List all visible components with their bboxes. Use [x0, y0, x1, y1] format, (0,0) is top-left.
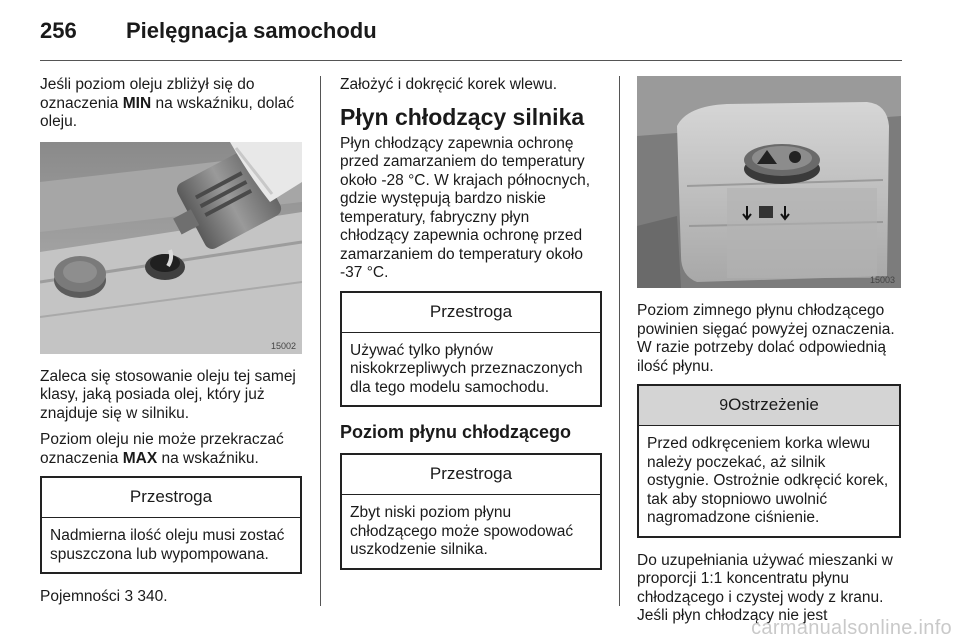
coolant-heading: Płyn chłodzący silnika [340, 103, 585, 130]
warning-triangle-icon: 9 [719, 397, 729, 414]
oil-max-paragraph: Poziom oleju nie może przekraczać oznaczenia MAX na wskaźniku. [40, 431, 284, 467]
warning-text: Przed odkręceniem korka wlewu należy poczekać, aż silnik ostygnie. Ostrożnie odkręcić korek, tak aby stopniowo uwolnić nagromadzone ciśnienie. [647, 435, 889, 526]
caution-box-antifreeze [340, 291, 602, 408]
caution-box-coolant-level [340, 453, 602, 570]
cap-paragraph: Założyć i dokręcić korek wlewu. [340, 76, 558, 93]
warning-header [639, 386, 899, 426]
column-divider-1 [320, 76, 321, 606]
caution-text: Używać tylko płynów niskokrzepliwych przeznaczonych dla tego modelu samochodu. [350, 341, 583, 396]
capacity-reference: Pojemności 3 340. [40, 588, 168, 605]
column-3 [637, 76, 901, 634]
column-2 [340, 76, 602, 584]
oil-min-paragraph: Jeśli poziom oleju zbliżył się do oznaczenia MIN na wskaźniku, dolać oleju. [40, 76, 295, 130]
warning-title: Ostrzeżenie [728, 395, 819, 414]
caution-title: Przestroga [342, 455, 600, 495]
column-divider-2 [619, 76, 620, 606]
caution-text: Zbyt niski poziom płynu chłodzącego może spowodować uszkodzenie silnika. [350, 504, 574, 558]
caution-title: Przestroga [342, 293, 600, 333]
header-divider [40, 60, 902, 61]
image-code: 15003 [869, 275, 895, 285]
image-code: 15002 [270, 340, 296, 351]
warning-box [637, 384, 901, 538]
page-number: 256 [40, 18, 77, 43]
coolant-level-heading: Poziom płynu chłodzącego [340, 422, 572, 442]
coolant-reservoir-image [637, 76, 901, 288]
max-mark: MAX [122, 449, 158, 467]
caution-box-oil [40, 476, 302, 574]
coolant-paragraph: Płyn chłodzący zapewnia ochronę przed zamarzaniem do temperatury około -28 °C. W krajach północnych, gdzie występują bardzo niskie temperatury, fabryczny płyn chłodzący zapewnia ochronę przed zamarzaniem do temperatury około -37 °C. [340, 134, 591, 281]
oil-filling-image [40, 142, 302, 354]
page-title: Pielęgnacja samochodu [126, 18, 377, 43]
coolant-level-paragraph: Poziom zimnego płynu chłodzącego powinien sięgać powyżej oznaczenia. W razie potrzeby dolać odpowiednią ilość płynu. [637, 302, 895, 375]
page-header [40, 18, 902, 58]
coolant-reservoir-illustration [637, 76, 901, 288]
site-watermark: carmanualsonline.info [751, 617, 952, 639]
column-1 [40, 76, 302, 615]
min-mark: MIN [122, 94, 152, 112]
coolant-mix-paragraph: Do uzupełniania używać mieszanki w proporcji 1:1 koncentratu płynu chłodzącego i czystej wody z kranu. Jeśli płyn chłodzący nie jest [637, 551, 893, 624]
oil-grade-paragraph: Zaleca się stosowanie oleju tej samej klasy, jaką posiada olej, który już znajduje się w silniku. [40, 367, 296, 422]
caution-title: Przestroga [42, 478, 300, 518]
reference-arrow-icon: 3 [124, 588, 134, 605]
oil-filling-illustration [40, 142, 302, 354]
caution-text: Nadmierna ilość oleju musi zostać spuszczona lub wypompowana. [50, 527, 285, 563]
